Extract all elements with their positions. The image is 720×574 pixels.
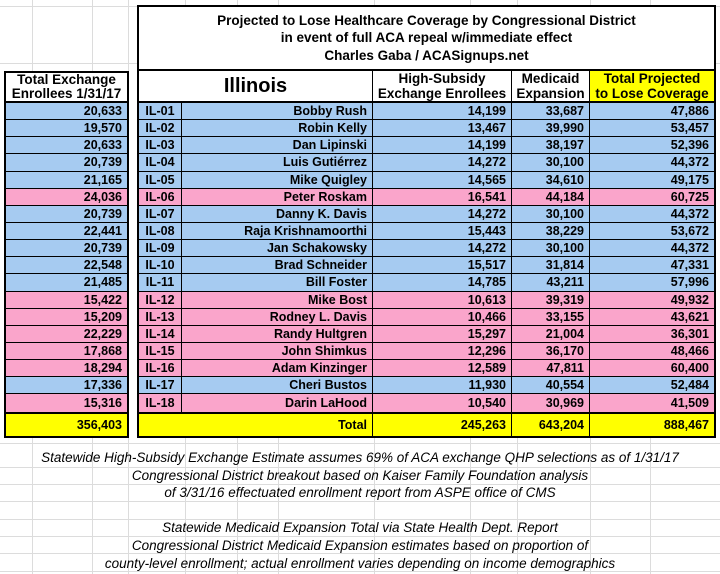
high-subsidy-cell[interactable]: 15,443	[372, 223, 511, 239]
representative-cell[interactable]: Dan Lipinski	[181, 137, 372, 153]
high-subsidy-cell[interactable]: 14,199	[372, 137, 511, 153]
district-cell[interactable]: IL-09	[145, 241, 175, 256]
title-line-1: Projected to Lose Healthcare Coverage by Congressional District	[217, 12, 636, 28]
high-subsidy-cell[interactable]: 14,272	[372, 240, 511, 256]
table-row	[139, 343, 714, 360]
medicaid-expansion-cell[interactable]: 33,155	[511, 309, 589, 325]
table-row	[139, 172, 714, 189]
district-cell[interactable]: IL-17	[145, 378, 175, 393]
medicaid-expansion-cell[interactable]: 21,004	[511, 326, 589, 342]
high-subsidy-header-line-1: High-Subsidy	[398, 71, 486, 86]
table-row	[139, 223, 714, 240]
table-row	[139, 240, 714, 257]
title-line-2: in event of full ACA repeal w/immediate effect	[280, 30, 573, 46]
medicaid-expansion-cell[interactable]: 36,170	[511, 343, 589, 359]
district-cell[interactable]: IL-03	[145, 138, 175, 153]
medicaid-expansion-cell[interactable]: 31,814	[511, 257, 589, 273]
high-subsidy-cell[interactable]: 14,272	[372, 206, 511, 222]
high-subsidy-cell[interactable]: 14,272	[372, 154, 511, 170]
district-cell[interactable]: IL-10	[145, 258, 175, 273]
representative-cell[interactable]: Mike Bost	[181, 292, 372, 308]
medicaid-expansion-cell[interactable]: 40,554	[511, 377, 589, 393]
projected-loss-cell[interactable]: 53,457	[589, 120, 714, 136]
exchange-enrollees-cells	[6, 103, 127, 412]
table-row	[139, 257, 714, 274]
projected-loss-cell[interactable]: 49,175	[589, 172, 714, 188]
district-cell[interactable]: IL-07	[145, 206, 175, 221]
projected-loss-cell[interactable]: 57,996	[589, 274, 714, 290]
high-subsidy-cell[interactable]: 14,785	[372, 274, 511, 290]
footnote-line-1: Statewide High-Subsidy Exchange Estimate assumes 69% of ACA exchange QHP selections as of 1/31/17	[41, 450, 679, 465]
projected-loss-cell[interactable]: 49,932	[589, 292, 714, 308]
exchange-enrollees-header-line-1: Total Exchange	[17, 71, 116, 87]
title-box	[137, 5, 716, 69]
high-subsidy-header-cell	[372, 71, 511, 101]
total-projected-loss-cell[interactable]: 888,467	[589, 414, 714, 436]
projected-loss-cell[interactable]: 48,466	[589, 343, 714, 359]
exchange-enrollees-cell[interactable]: 17,336	[6, 377, 127, 394]
exchange-enrollees-cell[interactable]: 15,209	[6, 309, 127, 326]
exchange-enrollees-cell[interactable]: 21,165	[6, 172, 127, 189]
projected-loss-cell[interactable]: 52,396	[589, 137, 714, 153]
medicaid-expansion-cell[interactable]: 33,687	[511, 103, 589, 119]
exchange-enrollees-cell[interactable]: 20,739	[6, 240, 127, 257]
table-row	[139, 189, 714, 206]
projected-loss-cell[interactable]: 44,372	[589, 240, 714, 256]
table-row	[139, 274, 714, 291]
representative-cell[interactable]: Mike Quigley	[181, 172, 372, 188]
projected-loss-header-line-2: to Lose Coverage	[595, 86, 709, 101]
medicaid-header-line-1: Medicaid	[521, 71, 580, 86]
exchange-enrollees-cell[interactable]: 20,633	[6, 103, 127, 120]
total-row	[139, 412, 714, 436]
table-row	[139, 309, 714, 326]
table-row	[139, 137, 714, 154]
table-row	[139, 206, 714, 223]
district-cell[interactable]: IL-06	[145, 189, 175, 204]
high-subsidy-cell[interactable]: 12,589	[372, 360, 511, 376]
medicaid-expansion-cell[interactable]: 30,969	[511, 394, 589, 411]
district-cell[interactable]: IL-01	[145, 104, 175, 119]
district-cell[interactable]: IL-15	[145, 344, 175, 359]
representative-cell[interactable]: Danny K. Davis	[181, 206, 372, 222]
footnote-line-5: Congressional District Medicaid Expansion estimates based on proportion of	[131, 537, 589, 553]
footnote-spacer	[0, 502, 720, 520]
representative-cell[interactable]: Randy Hultgren	[181, 326, 372, 342]
exchange-enrollees-cell[interactable]: 20,739	[6, 154, 127, 171]
district-cell[interactable]: IL-08	[145, 224, 175, 239]
footnote-line-4: Statewide Medicaid Expansion Total via State Health Dept. Report	[162, 520, 558, 536]
table-row	[139, 326, 714, 343]
medicaid-expansion-cell[interactable]: 43,211	[511, 274, 589, 290]
high-subsidy-cell[interactable]: 14,565	[372, 172, 511, 188]
footnotes	[0, 449, 720, 572]
high-subsidy-header-line-2: Exchange Enrollees	[377, 86, 507, 101]
high-subsidy-cell[interactable]: 10,540	[372, 394, 511, 411]
high-subsidy-cell[interactable]: 16,541	[372, 189, 511, 205]
projected-loss-cell[interactable]: 53,672	[589, 223, 714, 239]
exchange-enrollees-cell[interactable]: 22,548	[6, 257, 127, 274]
medicaid-expansion-cell[interactable]: 30,100	[511, 240, 589, 256]
total-medicaid-cell[interactable]: 643,204	[511, 414, 589, 436]
district-cell[interactable]: IL-12	[145, 292, 175, 307]
medicaid-header-line-2: Expansion	[516, 86, 585, 101]
high-subsidy-cell[interactable]: 10,466	[372, 309, 511, 325]
high-subsidy-cell[interactable]: 15,297	[372, 326, 511, 342]
projected-loss-header-cell	[589, 71, 714, 101]
table-row	[139, 103, 714, 120]
exchange-enrollees-cell[interactable]: 24,036	[6, 189, 127, 206]
exchange-enrollees-header	[6, 73, 127, 103]
medicaid-header-cell	[511, 71, 589, 101]
representative-cell[interactable]: John Shimkus	[181, 343, 372, 359]
projected-loss-cell[interactable]: 52,484	[589, 377, 714, 393]
exchange-enrollees-cell[interactable]: 20,739	[6, 206, 127, 223]
table-row	[139, 360, 714, 377]
projected-loss-cell[interactable]: 47,886	[589, 103, 714, 119]
high-subsidy-cell[interactable]: 11,930	[372, 377, 511, 393]
footnote-line-2: Congressional District breakout based on Kaiser Family Foundation analysis	[131, 467, 589, 483]
district-cell[interactable]: IL-05	[145, 172, 175, 187]
medicaid-expansion-cell[interactable]: 39,319	[511, 292, 589, 308]
total-high-subsidy-cell[interactable]: 245,263	[372, 414, 511, 436]
representative-cell[interactable]: Peter Roskam	[181, 189, 372, 205]
representative-cell[interactable]: Darin LaHood	[181, 394, 372, 411]
representative-cell[interactable]: Adam Kinzinger	[181, 360, 372, 376]
high-subsidy-cell[interactable]: 13,467	[372, 120, 511, 136]
exchange-enrollees-cell[interactable]: 21,485	[6, 274, 127, 291]
table-row	[139, 292, 714, 309]
district-cell[interactable]: IL-18	[145, 395, 175, 410]
exchange-enrollees-cell[interactable]: 20,633	[6, 137, 127, 154]
representative-cell[interactable]: Raja Krishnamoorthi	[181, 223, 372, 239]
projected-loss-cell[interactable]: 60,725	[589, 189, 714, 205]
projected-loss-cell[interactable]: 44,372	[589, 206, 714, 222]
medicaid-expansion-cell[interactable]: 34,610	[511, 172, 589, 188]
high-subsidy-cell[interactable]: 14,199	[372, 103, 511, 119]
header-row	[139, 71, 714, 103]
projected-loss-cell[interactable]: 36,301	[589, 326, 714, 342]
total-exchange-enrollees-cell[interactable]: 356,403	[6, 412, 127, 436]
high-subsidy-cell[interactable]: 10,613	[372, 292, 511, 308]
representative-cell[interactable]: Brad Schneider	[181, 257, 372, 273]
exchange-enrollees-cell[interactable]: 15,422	[6, 292, 127, 309]
total-label-cell[interactable]: Total	[338, 417, 367, 432]
representative-cell[interactable]: Rodney L. Davis	[181, 309, 372, 325]
projected-loss-header-line-1: Total Projected	[603, 71, 701, 86]
projected-loss-cell[interactable]: 44,372	[589, 154, 714, 170]
medicaid-expansion-cell[interactable]: 30,100	[511, 154, 589, 170]
representative-cell[interactable]: Cheri Bustos	[181, 377, 372, 393]
projected-loss-cell[interactable]: 60,400	[589, 360, 714, 376]
representative-cell[interactable]: Jan Schakowsky	[181, 240, 372, 256]
table-row	[139, 154, 714, 171]
projected-loss-cell[interactable]: 47,331	[589, 257, 714, 273]
projected-loss-cell[interactable]: 41,509	[589, 394, 714, 411]
footnote-line-6: county-level enrollment; actual enrollment varies depending on income demographics	[104, 555, 616, 571]
representative-cell[interactable]: Bill Foster	[181, 274, 372, 290]
high-subsidy-cell[interactable]: 12,296	[372, 343, 511, 359]
medicaid-expansion-cell[interactable]: 47,811	[511, 360, 589, 376]
exchange-enrollees-cell[interactable]: 18,294	[6, 360, 127, 377]
high-subsidy-cell[interactable]: 15,517	[372, 257, 511, 273]
gridline	[0, 443, 720, 444]
exchange-enrollees-header-line-2: Enrollees 1/31/17	[11, 86, 122, 101]
footnote-line-3: of 3/31/16 effectuated enrollment report from ASPE office of CMS	[164, 485, 556, 501]
medicaid-expansion-cell[interactable]: 30,100	[511, 206, 589, 222]
district-cell[interactable]: IL-13	[145, 309, 175, 324]
table-row	[139, 377, 714, 394]
exchange-enrollees-cell[interactable]: 17,868	[6, 343, 127, 360]
representative-cell[interactable]: Robin Kelly	[181, 120, 372, 136]
medicaid-expansion-cell[interactable]: 38,197	[511, 137, 589, 153]
district-cell[interactable]: IL-16	[145, 361, 175, 376]
table-row	[139, 394, 714, 411]
state-header-cell: Illinois	[223, 75, 288, 97]
exchange-enrollees-column	[4, 71, 129, 438]
medicaid-expansion-cell[interactable]: 44,184	[511, 189, 589, 205]
district-cell[interactable]: IL-04	[145, 155, 175, 170]
medicaid-expansion-cell[interactable]: 39,990	[511, 120, 589, 136]
exchange-enrollees-cell[interactable]: 22,229	[6, 326, 127, 343]
district-rows	[139, 103, 714, 412]
representative-cell[interactable]: Bobby Rush	[181, 103, 372, 119]
representative-cell[interactable]: Luis Gutiérrez	[181, 154, 372, 170]
district-table	[137, 69, 716, 438]
exchange-enrollees-cell[interactable]: 22,441	[6, 223, 127, 240]
district-cell[interactable]: IL-02	[145, 121, 175, 136]
district-cell[interactable]: IL-11	[145, 275, 175, 290]
table-row	[139, 120, 714, 137]
projected-loss-cell[interactable]: 43,621	[589, 309, 714, 325]
district-cell[interactable]: IL-14	[145, 326, 175, 341]
title-line-3: Charles Gaba / ACASignups.net	[324, 47, 529, 63]
exchange-enrollees-cell[interactable]: 19,570	[6, 120, 127, 137]
exchange-enrollees-cell[interactable]: 15,316	[6, 394, 127, 411]
medicaid-expansion-cell[interactable]: 38,229	[511, 223, 589, 239]
